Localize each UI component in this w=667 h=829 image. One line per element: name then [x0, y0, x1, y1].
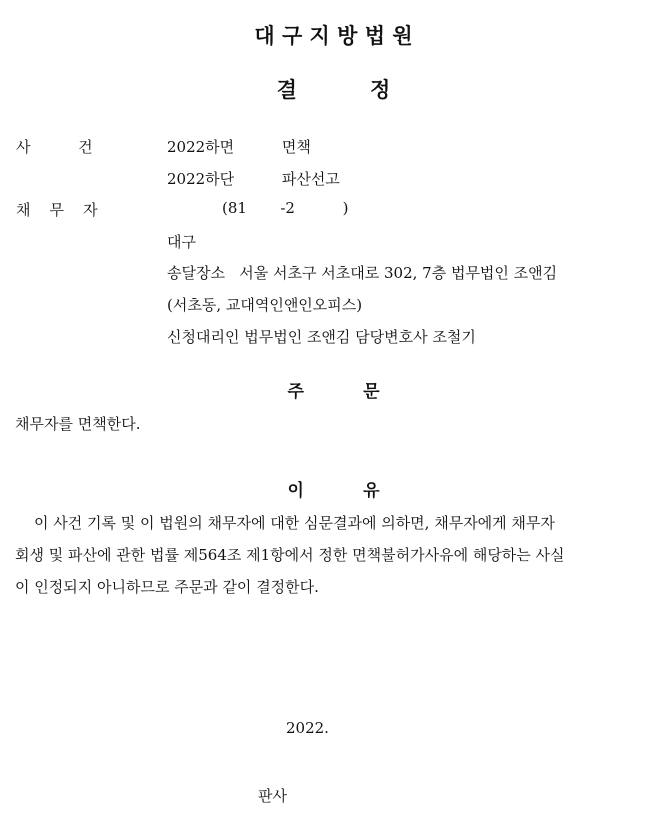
- case-number-bankruptcy: 2022하단 파산선고: [167, 170, 340, 188]
- judge-label: 판사: [258, 787, 287, 805]
- order-heading: 주 문: [287, 382, 380, 402]
- applicant-agent: 신청대리인 법무법인 조앤김 담당변호사 조철기: [167, 328, 476, 346]
- reason-line-3: 이 인정되지 아니하므로 주문과 같이 결정한다.: [15, 578, 319, 596]
- debtor-label: 채 무 자: [16, 201, 98, 219]
- service-address: 송달장소 서울 서초구 서초대로 302, 7층 법무법인 조앤김: [167, 264, 558, 282]
- debtor-id-number: (81 -2 ): [222, 199, 349, 217]
- order-text: 채무자를 면책한다.: [15, 415, 141, 433]
- reason-heading: 이 유: [287, 481, 380, 501]
- service-address-sub: (서초동, 교대역인앤인오피스): [167, 296, 363, 314]
- decision-date: 2022.: [286, 719, 329, 737]
- reason-line-1: 이 사건 기록 및 이 법원의 채무자에 대한 심문결과에 의하면, 채무자에게 채무자: [34, 514, 555, 532]
- debtor-address: 대구: [167, 233, 196, 251]
- reason-line-2: 회생 및 파산에 관한 법률 제564조 제1항에서 정한 면책불허가사유에 해당하는 사실: [15, 546, 565, 564]
- document-type: 결 정: [276, 77, 391, 102]
- case-number-discharge: 2022하면 면책: [167, 138, 311, 156]
- court-name: 대 구 지 방 법 원: [254, 23, 413, 48]
- case-label: 사 건: [16, 138, 93, 156]
